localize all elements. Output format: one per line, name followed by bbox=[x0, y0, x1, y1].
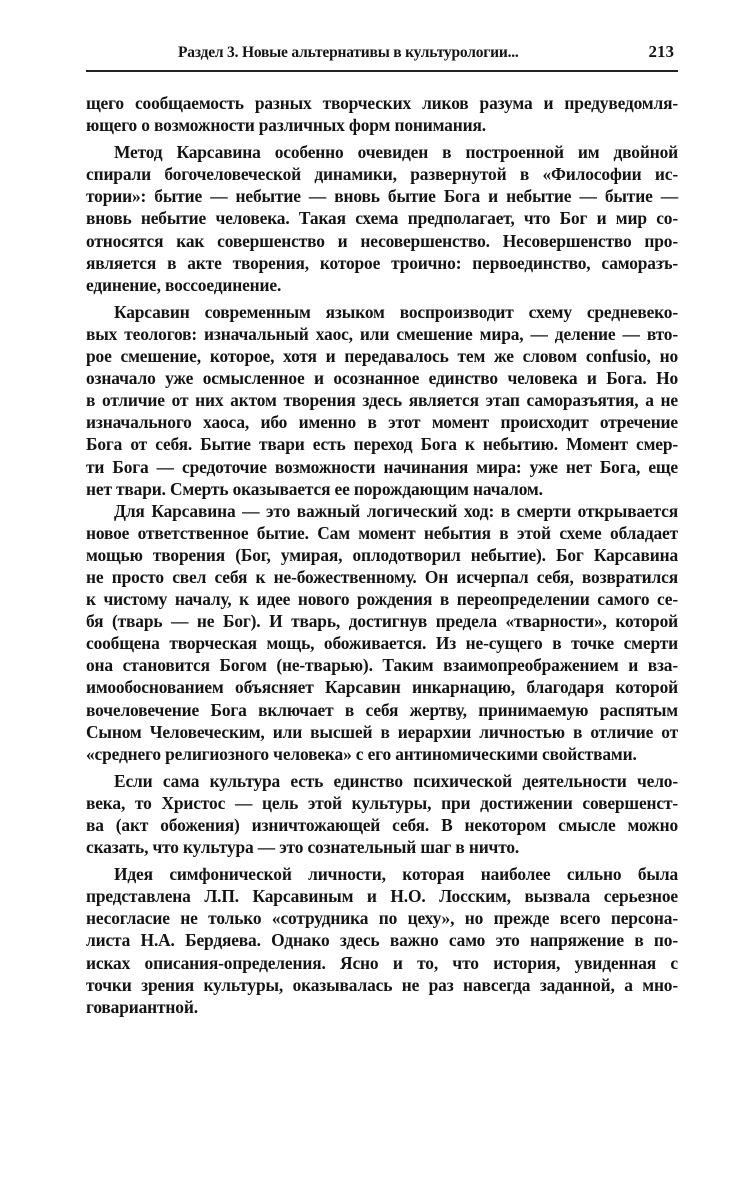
text-line: к чистому началу, к идее нового рождения в переопределении самого се- bbox=[86, 589, 678, 610]
text-line: вочеловечение Бога включает в себя жертву, принимаемую распятым bbox=[86, 699, 678, 720]
text-line: изначального хаоса, ибо именно в этот момент происходит отречение bbox=[86, 412, 678, 433]
text-line: Карсавин современным языком воспроизводит схему средневеко- bbox=[114, 301, 678, 322]
text-line: исках описания-определения. Ясно и то, что история, увиденная с bbox=[86, 952, 678, 973]
text-line: бя (тварь — не Бог). И тварь, достигнув предела «тварности», которой bbox=[86, 611, 678, 632]
text-line: вновь небытие человека. Такая схема предполагает, что Бог и мир со- bbox=[86, 208, 678, 229]
text-line: Идея симфонической личности, которая наиболее сильно была bbox=[114, 864, 678, 885]
text-line: листа Н.А. Бердяева. Однако здесь важно само это напряжение в по- bbox=[86, 930, 678, 951]
body-text bbox=[86, 92, 678, 1018]
text-line: точки зрения культуры, оказывалась не раз навсегда заданной, а мно- bbox=[86, 974, 678, 995]
text-line: в отличие от них актом творения здесь является этап саморазъятия, а не bbox=[86, 390, 678, 411]
text-line: говариантной. bbox=[86, 996, 198, 1017]
text-line: она становится Богом (не-тварью). Таким взаимопреображением и вза- bbox=[86, 655, 678, 676]
text-line: Сыном Человеческим, или высшей в иерархии личностью в отличие от bbox=[86, 721, 678, 742]
text-line: сообщена творческая мощь, обоживается. Из не-сущего в точке смерти bbox=[86, 633, 678, 654]
paragraph bbox=[86, 92, 678, 136]
text-line: ва (акт обожения) изничтожающей себя. В некотором смысле можно bbox=[86, 815, 678, 835]
text-line: рое смешение, которое, хотя и передавалось тем же словом confusio, но bbox=[86, 346, 678, 367]
text-line: века, то Христос — цель этой культуры, при достижении совершенст- bbox=[86, 792, 678, 813]
text-line: относятся как совершенство и несовершенство. Несовершенство про- bbox=[86, 230, 678, 251]
text-line: является в акте творения, которое троично: первоединство, саморазъ- bbox=[86, 252, 678, 273]
text-line: имообоснованием объясняет Карсавин инкарнацию, благодаря которой bbox=[86, 677, 678, 698]
text-line: единение, воссоединение. bbox=[86, 274, 282, 295]
running-header bbox=[86, 36, 678, 72]
text-line: несогласие не только «сотрудника по цеху», но прежде всего персона- bbox=[86, 908, 678, 929]
text-line: представлена Л.П. Карсавиным и Н.О. Лосским, вызвала серьезное bbox=[86, 886, 678, 907]
paragraph bbox=[86, 863, 678, 1018]
text-line: Бога от себя. Бытие твари есть переход Бога к небытию. Момент смер- bbox=[86, 434, 678, 455]
text-line: Если сама культура есть единство психической деятельности чело- bbox=[114, 770, 678, 791]
running-header-title: Раздел 3. Новые альтернативы в культурологии... bbox=[178, 44, 519, 61]
text-line: вых теологов: изначальный хаос, или смешение мира, — деление — вто- bbox=[86, 323, 678, 344]
text-line: мощью творения (Бог, умирая, оплодотворил небытие). Бог Карсавина bbox=[86, 544, 678, 565]
text-line: щего сообщаемость разных творческих ликов разума и предуведомля- bbox=[86, 93, 678, 113]
paragraph bbox=[86, 770, 678, 858]
text-line: ющего о возможности различных форм понимания. bbox=[86, 115, 486, 136]
text-line: сказать, что культура — это сознательный шаг в ничто. bbox=[86, 837, 520, 858]
page-number: 213 bbox=[648, 42, 674, 61]
text-line: спирали богочеловеческой динамики, развернутой в «Философии ис- bbox=[86, 164, 678, 185]
text-line: ти Бога — средоточие возможности начинания мира: уже нет Бога, еще bbox=[86, 456, 678, 477]
text-line: Для Карсавина — это важный логический ход: в смерти открывается bbox=[114, 500, 678, 521]
text-line: не просто свел себя к не-божественному. Он исчерпал себя, возвратился bbox=[86, 566, 678, 587]
text-line: «среднего религиозного человека» с его антиномическими свойствами. bbox=[86, 743, 637, 764]
text-line: новое ответственное бытие. Сам момент небытия в этой схеме обладает bbox=[86, 522, 678, 543]
text-line: означало уже осмысленное и осознанное единство человека и Бога. Но bbox=[86, 368, 678, 389]
paragraph bbox=[86, 301, 678, 500]
paragraph bbox=[86, 500, 678, 765]
text-line: нет твари. Смерть оказывается ее порождающим началом. bbox=[86, 478, 543, 499]
text-line: тории»: бытие — небытие — вновь бытие Бога и небытие — бытие — bbox=[86, 186, 678, 207]
paragraph bbox=[86, 141, 678, 296]
text-line: Метод Карсавина особенно очевиден в построенной им двойной bbox=[114, 142, 678, 163]
